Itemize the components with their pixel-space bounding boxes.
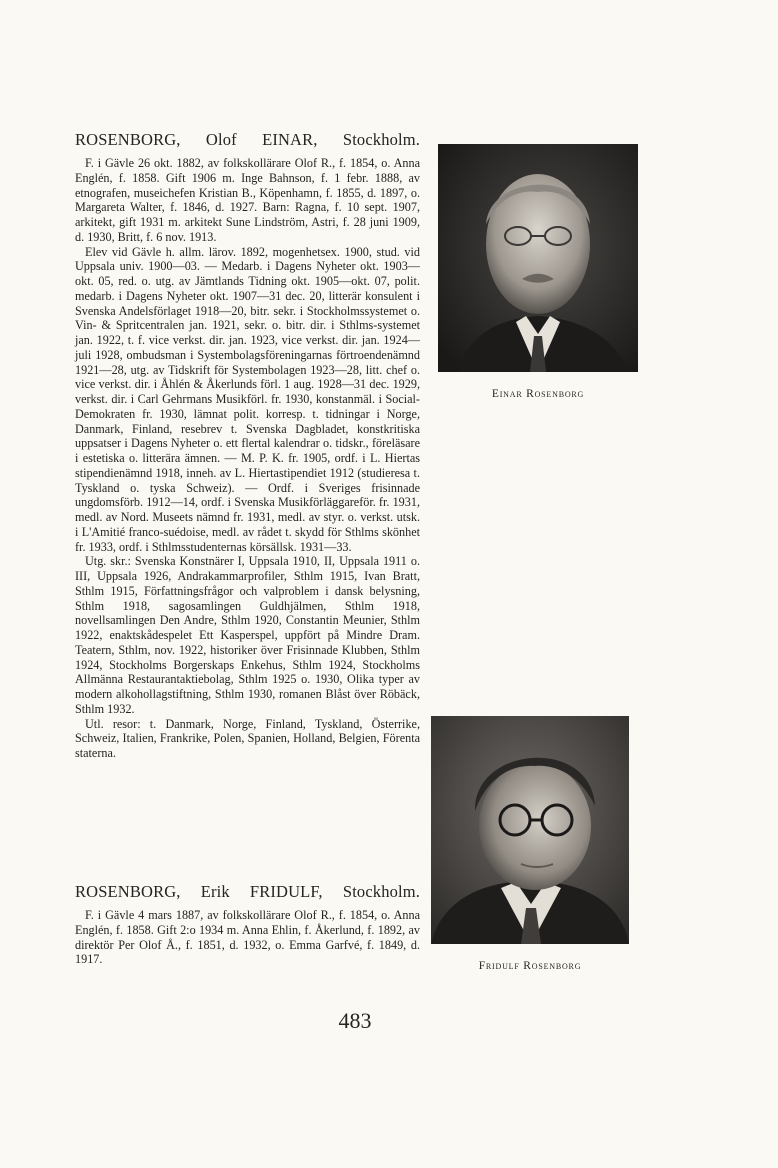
entry-paragraph: Utg. skr.: Svenska Konstnärer I, Uppsala 1910, II, Uppsala 1911 o. III, Uppsala 1926, Andrakammarprofiler, Sthlm 1915, Ivan Bratt, Sthlm 1915, Författningsfrågor och valproblem i dansk belysning, Sthlm 1918, sagosamlingen Guldhjälmen, Sthlm 1918, novellsamlingen Den Andre, Sthlm 1920, Constantin Meunier, Sthlm 1922, enaktskådespelet Ett Kasperspel, uppfört på Mindre Dram. Teatern, Sthlm, nov. 1922, historiker över Frisinnade Klubben, Sthlm 1924, Stockholms Borgerskaps Enkehus, Sthlm 1924, Stockholms Allmänna Restaurantaktiebolag, Sthlm 1925 o. 1930, Olika typer av modern alkohollagstiftning, Sthlm 1930, romanen Blåst över Röbäck, Sthlm 1932. <box>75 554 420 716</box>
caption-text: Fridulf Rosenborg <box>478 960 582 972</box>
entry-paragraph: Utl. resor: t. Danmark, Norge, Finland, Tyskland, Österrike, Schweiz, Italien, Frankrike, Polen, Spanien, Holland, Belgien, Förenta staterna. <box>75 716 420 760</box>
portrait-caption <box>431 960 629 972</box>
entry-heading: ROSENBORG, Erik FRIDULF, Stockholm. <box>75 882 420 901</box>
entry-paragraph: F. i Gävle 4 mars 1887, av folkskollärare Olof R., f. 1854, o. Anna Englén, f. 1858. Gift 2:o 1934 m. Anna Ehlin, f. Åkerlund, f. 1892, av direktör Per Olof Å., f. 1851, d. 1932, o. Emma Garfvé, f. 1849, d. 1917. <box>75 908 420 967</box>
entry-paragraph: F. i Gävle 26 okt. 1882, av folkskollärare Olof R., f. 1854, o. Anna Englén, f. 1858. Gift 1906 m. Inge Bahnson, f. 1 febr. 1888, av etnografen, museichefen Kristian B., Köpenhamn, f. 1855, d. 1897, o. Margareta Walter, f. 1846, d. 1927. Barn: Ragna, f. 10 sept. 1907, arkitekt, gift 1931 m. arkitekt Sune Lindström, Astri, f. 28 juni 1909, d. 1930, Britt, f. 6 nov. 1913. <box>75 156 420 244</box>
portrait-einar-image <box>438 144 638 372</box>
portrait-einar <box>438 144 638 372</box>
page-number: 483 <box>338 1008 372 1033</box>
portrait-fridulf <box>431 716 629 944</box>
entry-heading: ROSENBORG, Olof EINAR, Stockholm. <box>75 130 420 149</box>
entry-einar <box>75 130 420 761</box>
portrait-caption <box>438 388 638 400</box>
entry-fridulf <box>75 882 420 967</box>
entry-paragraph: Elev vid Gävle h. allm. lärov. 1892, mogenhetsex. 1900, stud. vid Uppsala univ. 1900—03. — Medarb. i Dagens Nyheter okt. 1903—okt. 05, red. o. utg. av Jämtlands Tidning okt. 1905—okt. 07, polit. medarb. i Dagens Nyheter okt. 1907—31 dec. 20, litterär konsulent i Svenska Andelsförlaget 1918—20, bitr. sekr. i Stockholmssystemet o. Vin- & Spritcentralen jan. 1921, sekr. o. bitr. dir. i Sthlms-systemet jan. 1922, t. f. vice verkst. dir. jan. 1923, vice verkst. dir. jan. 1924—juli 1928, ombudsman i Systembolagsföreningarnas förtroendenämnd 1921—28, utg. av Tidskrift för Systembolagen 1923—28, litt. chef o. vice verkst. dir. i Åhlén & Åkerlunds förl. 1 aug. 1928—31 dec. 1929, verkst. dir. i Carl Gehrmans Musikförl. fr. 1930, konstanmäl. i Social-Demokraten fr. 1930, lämnat polit. korresp. t. tidningar i Norge, Danmark, Finland, resebrev t. Svenska Dagbladet, konstkritiska uppsatser i Dagens Nyheter o. ett flertal kalendrar o. tidskr., föreläsare i estetiska o. litterära ämnen. — M. P. K. fr. 1905, ordf. i L. Hiertas stipendienämnd 1918, inneh. av L. Hiertastipendiet 1912 (studieresa t. Tyskland o. tyska Schweiz). — Ordf. i Sveriges frisinnade ungdomsförb. 1912—14, ordf. i Svenska Musikförläggareför. fr. 1931, medl. av Nord. Museets nämnd fr. 1931, medl. av styr. o. verkst. utsk. i L'Amitié franco-suédoise, medl. av rådet t. skydd för Sthlms skönhet fr. 1933, ordf. i Sthlmsstudenternas körsällsk. 1931—33. <box>75 244 420 554</box>
caption-text: Einar Rosenborg <box>491 388 585 400</box>
portrait-fridulf-image <box>431 716 629 944</box>
